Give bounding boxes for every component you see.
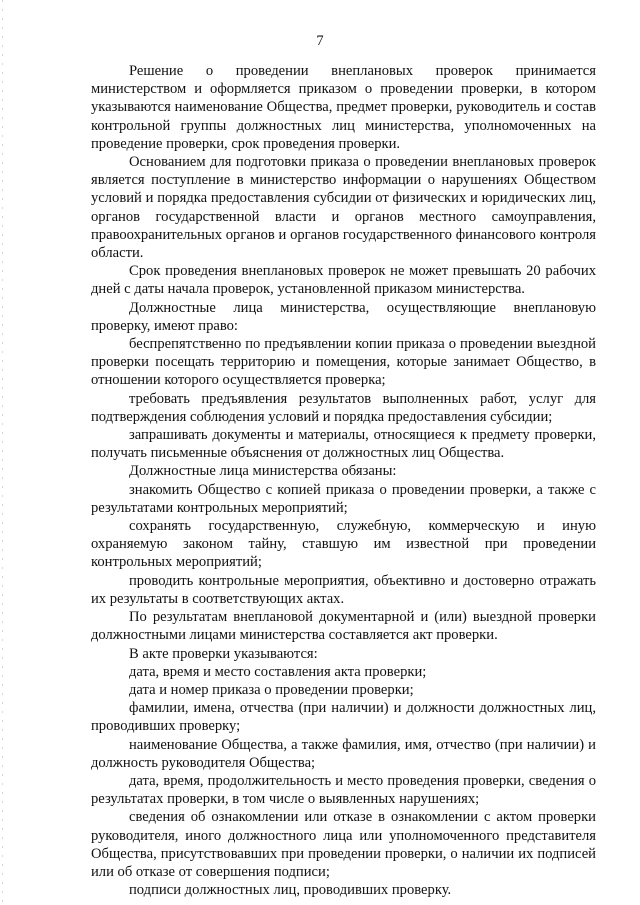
paragraph: По результатам внеплановой документарной и (или) выездной проверки должностными лицами министерства составляется акт проверки. [91, 609, 596, 644]
paragraph: подписи должностных лиц, проводивших проверку. [129, 882, 452, 899]
paragraph: требовать предъявления результатов выполненных работ, услуг для подтверждения соблюдения условий и порядка предоставления субсидии; [91, 390, 596, 425]
paragraph: Срок проведения внеплановых проверок не может превышать 20 рабочих дней с даты начала проверок, установленной приказом министерства. [91, 263, 596, 298]
paragraph: сведения об ознакомлении или отказе в ознакомлении с актом проверки руководителя, иного должностного лица или уполномоченного представителя Общества, присутствовавших при проведении проверки, о наличии их подписей или об отказе от совершения подписи; [91, 809, 596, 880]
paragraph: проводить контрольные мероприятия, объективно и достоверно отражать их результаты в соответствующих актах. [91, 572, 596, 607]
paragraph: сохранять государственную, служебную, коммерческую и иную охраняемую законом тайну, ставшую им известной при проведении контрольных мероприятий; [91, 518, 596, 571]
paragraph: Основанием для подготовки приказа о проведении внеплановых проверок является поступление в министерство информации о нарушениях Обществом условий и порядка предоставления субсидии от физических и юридических лиц, органов государственной власти и органов местного самоуправления, правоохранительных органов и органов государственного финансового контроля области. [91, 154, 596, 262]
paragraph: Должностные лица министерства обязаны: [129, 463, 397, 480]
paragraph: наименование Общества, а также фамилия, имя, отчество (при наличии) и должность руководителя Общества; [91, 736, 596, 771]
scan-edge-line [2, 0, 3, 905]
paragraph: беспрепятственно по предъявлении копии приказа о проведении выездной проверки посещать территорию и помещения, которые занимает Общество, в отношении которого осуществляется проверка; [91, 336, 596, 389]
page-number: 7 [316, 33, 324, 49]
paragraph: В акте проверки указываются: [129, 645, 318, 662]
document-body [91, 62, 596, 899]
paragraph: фамилии, имена, отчества (при наличии) и должности должностных лиц, проводивших проверку; [91, 700, 596, 735]
paragraph: запрашивать документы и материалы, относящиеся к предмету проверки, получать письменные объяснения от должностных лиц Общества. [91, 427, 596, 462]
paragraph: дата, время, продолжительность и место проведения проверки, сведения о результатах проверки, в том числе о выявленных нарушениях; [91, 772, 596, 808]
paragraph: дата, время и место составления акта проверки; [129, 663, 427, 680]
paragraph: Должностные лица министерства, осуществляющие внеплановую проверку, имеют право: [91, 299, 596, 334]
paragraph: дата и номер приказа о проведении проверки; [129, 681, 414, 698]
paragraph: Решение о проведении внеплановых проверок принимается министерством и оформляется приказом о проведении проверки, в котором указываются наименование Общества, предмет проверки, руководитель и состав контрольной группы должностных лиц министерства, уполномоченных на проведение проверки, срок проведения проверки. [91, 63, 596, 152]
paragraph: знакомить Общество с копией приказа о проведении проверки, а также с результатами контрольных мероприятий; [91, 481, 596, 516]
